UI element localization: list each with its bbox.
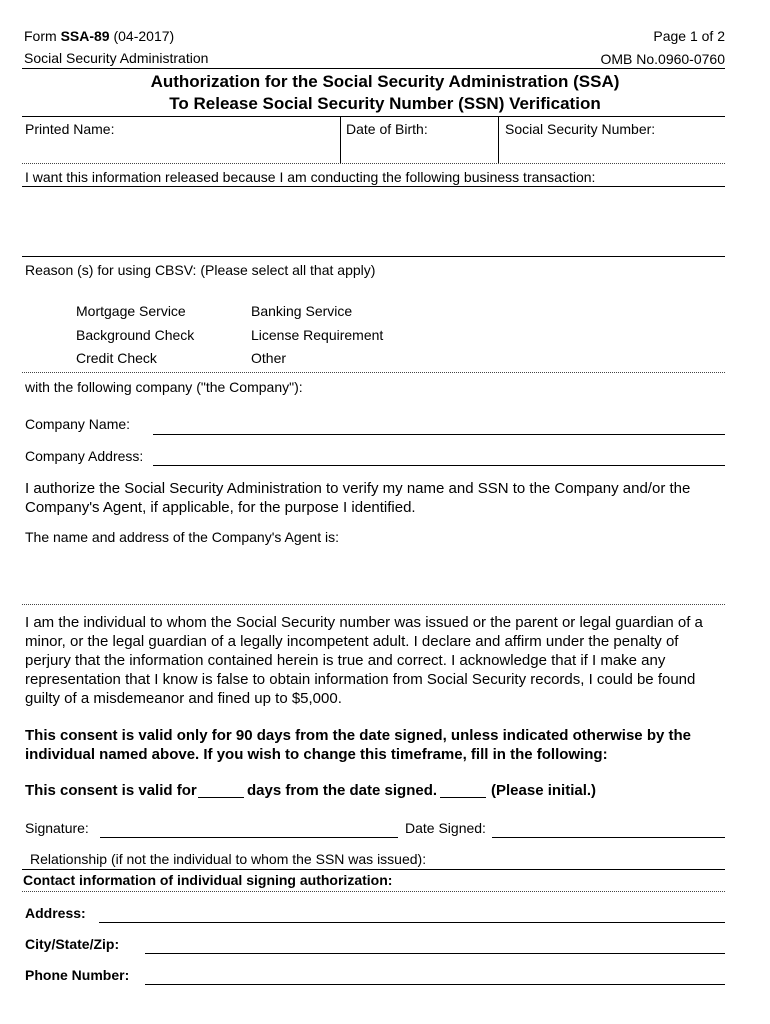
field-divider [498, 117, 499, 163]
company-address-label: Company Address: [25, 448, 144, 464]
dob-label: Date of Birth: [346, 121, 428, 137]
city-state-zip-field[interactable] [145, 953, 725, 954]
header-rule [22, 68, 725, 69]
page-number: Page 1 of 2 [653, 28, 725, 44]
form-id [24, 28, 174, 44]
consent-initial-label: (Please initial.) [491, 782, 597, 799]
transaction-label: I want this information released because I am conducting the following business transaction: [25, 169, 596, 185]
company-intro: with the following company ("the Company"): [25, 379, 303, 395]
reason-mortgage-service[interactable]: Mortgage Service [76, 303, 186, 319]
reasons-rule [22, 372, 725, 373]
reason-license-requirement[interactable]: License Requirement [251, 327, 384, 343]
consent-days-field[interactable] [198, 797, 244, 798]
printed-name-label: Printed Name: [25, 121, 115, 137]
company-name-label: Company Name: [25, 416, 131, 432]
agent-area-bottom [22, 604, 725, 605]
contact-heading: Contact information of individual signing authorization: [23, 872, 393, 888]
reason-background-check[interactable]: Background Check [76, 327, 195, 343]
form-date: (04-2017) [113, 28, 175, 44]
signature-field[interactable] [100, 837, 398, 838]
address-label: Address: [25, 905, 86, 921]
relationship-label: Relationship (if not the individual to whom the SSN was issued): [30, 851, 427, 867]
form-prefix: Form [24, 28, 57, 44]
agent-label: The name and address of the Company's Agent is: [25, 529, 339, 545]
reason-banking-service[interactable]: Banking Service [251, 303, 353, 319]
consent-text: This consent is valid only for 90 days from the date signed, unless indicated otherwise by the individual named above. If you wish to change this timeframe, fill in the following: [25, 727, 691, 763]
name-row-rule [22, 163, 725, 164]
company-name-field[interactable] [153, 434, 725, 435]
ssn-label: Social Security Number: [505, 121, 656, 137]
address-field[interactable] [99, 922, 725, 923]
contact-rule [22, 891, 725, 892]
relationship-field[interactable] [22, 869, 725, 870]
field-divider [340, 117, 341, 163]
date-signed-label: Date Signed: [405, 820, 486, 836]
reason-credit-check[interactable]: Credit Check [76, 350, 157, 366]
phone-number-label: Phone Number: [25, 967, 130, 983]
agency-name: Social Security Administration [24, 50, 209, 66]
omb-number: OMB No.0960-0760 [600, 51, 725, 67]
consent-days-prefix: This consent is valid for [25, 782, 197, 799]
transaction-rule [22, 186, 725, 187]
city-state-zip-label: City/State/Zip: [25, 936, 120, 952]
company-address-field[interactable] [153, 465, 725, 466]
consent-initial-field[interactable] [440, 797, 486, 798]
form-number: SSA-89 [60, 28, 110, 44]
declaration-text: I am the individual to whom the Social Security number was issued or the parent or legal guardian of a minor, or the legal guardian of a legally incompetent adult. I declare and affirm under the penalty of perjury that the information contained herein is true and correct. I acknowledge that if I make any representation that I know is false to obtain information from Social Security records, I could be found guilty of a misdemeanor and fined up to $5,000. [25, 614, 703, 707]
reason-other[interactable]: Other [251, 350, 287, 366]
title-rule [22, 116, 725, 117]
signature-label: Signature: [25, 820, 89, 836]
form-title-line2: To Release Social Security Number (SSN) Verification [169, 94, 601, 113]
consent-days-suffix: days from the date signed. [247, 782, 438, 799]
reasons-label: Reason (s) for using CBSV: (Please select all that apply) [25, 262, 376, 278]
phone-number-field[interactable] [145, 984, 725, 985]
transaction-area-bottom [22, 256, 725, 257]
form-title-line1: Authorization for the Social Security Administration (SSA) [150, 72, 620, 91]
authorize-text: I authorize the Social Security Administration to verify my name and SSN to the Company and/or the Company's Agent, if applicable, for the purpose I identified. [25, 480, 691, 516]
date-signed-field[interactable] [492, 837, 725, 838]
